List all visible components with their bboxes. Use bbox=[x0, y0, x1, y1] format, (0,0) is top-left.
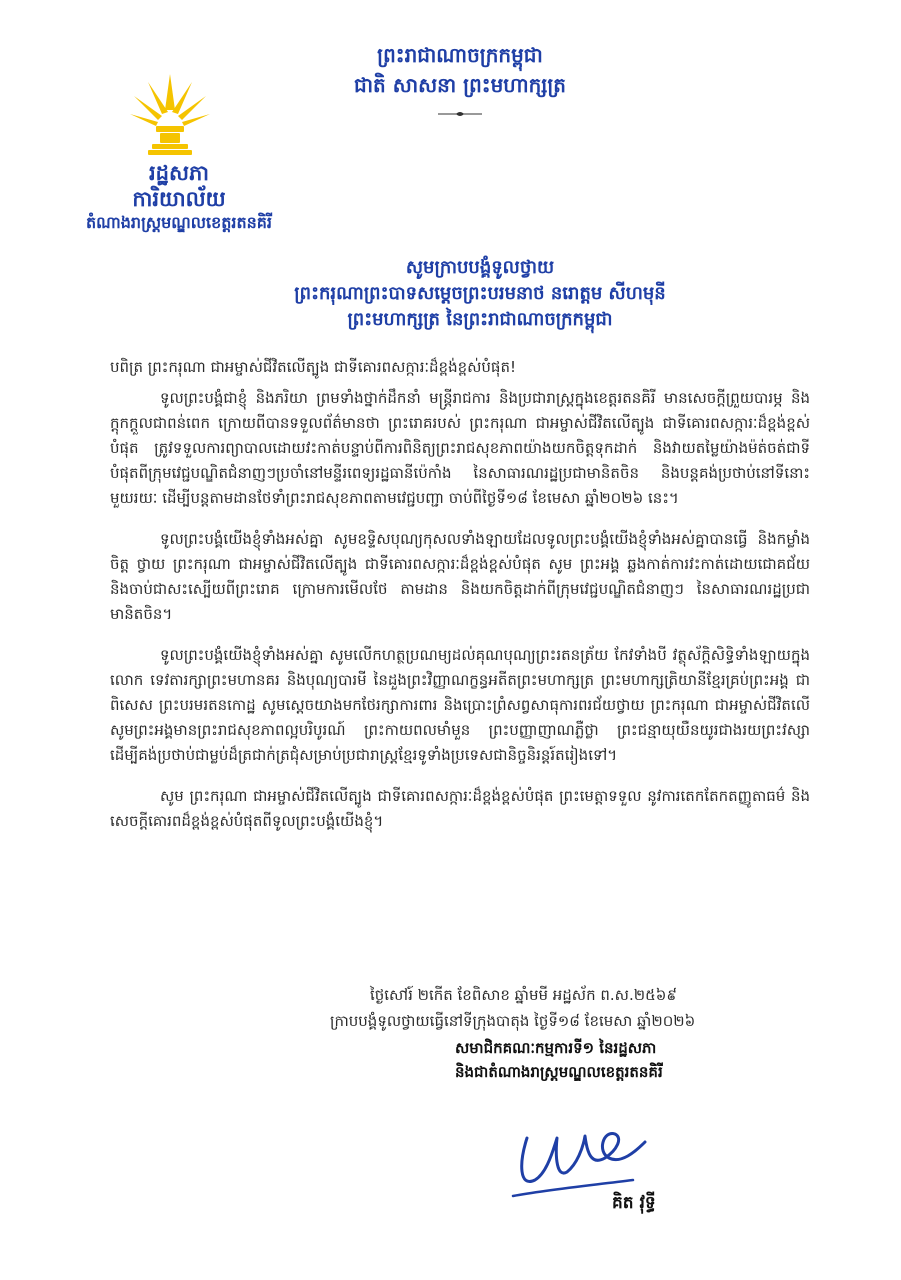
org-name-line1: រដ្ឋសភា bbox=[149, 161, 209, 185]
salutation: បពិត្រ ព្រះករុណា ជាអម្ចាស់ជីវិតលើត្បូង ជាទីគោរពសក្ការៈដ៏ខ្ពង់ខ្ពស់បំផុត! bbox=[110, 358, 516, 376]
signer-block bbox=[455, 1036, 815, 1084]
parliament-logo-icon bbox=[128, 72, 212, 156]
org-name-line2: ការិយាល័យ bbox=[132, 187, 226, 211]
letter-body bbox=[110, 355, 810, 850]
signer-name: គិត វុទ្ធី bbox=[612, 1193, 656, 1213]
paragraph-3: ទូលព្រះបង្គំយើងខ្ញុំទាំងអស់គ្នា សូមលើកហត្ថប្រណម្យដល់គុណបុណ្យព្រះរតនត្រ័យ កែវទាំងបី វត្ថុស័ក្តិសិទ្ធិទាំងឡាយក្នុងលោក ទេវតារក្សាព្រះមហានគរ និងបុណ្យបារមី នៃដួងព្រះវិញ្ញាណក្ខន្ធអតីតព្រះមហាក្សត្រ ព្រះមហាក្សត្រិយានីខ្មែរគ្រប់ព្រះអង្គ ជាពិសេស ព្រះបរមរតនកោដ្ឋ សូមស្ដេចយាងមកថែរក្សាការពារ និងប្រោះព្រំសព្វសាធុការពរជ័យថ្វាយ ព្រះករុណា ជាអម្ចាស់ជីវិតលើ សូមព្រះអង្គមានព្រះរាជសុខភាពល្អបរិបូរណ៍ ព្រះកាយពលមាំមួន ព្រះបញ្ញាញាណភ្លឺថ្លា ព្រះជន្មាយុយឺនយូរជាងរយព្រះវស្សា ដើម្បីគង់ប្រថាប់ជាម្លប់ដ៏ត្រជាក់ត្រជុំសម្រាប់ប្រជារាស្ត្រខ្មែរទូទាំងប្រទេសជានិច្ចនិរន្តរ៍តរៀងទៅ។ bbox=[110, 646, 810, 764]
ornament-divider-icon bbox=[438, 110, 482, 118]
issuing-office bbox=[44, 160, 314, 234]
motto-nation-religion-king: ជាតិ សាសនា ព្រះមហាក្សត្រ bbox=[354, 73, 566, 97]
letter-address bbox=[180, 255, 780, 333]
paragraph-1: ទូលព្រះបង្គំជាខ្ញុំ និងភរិយា ព្រមទាំងថ្នាក់ដឹកនាំ មន្ត្រីរាជការ និងប្រជារាស្ត្រក្នុងខេត្តរតនគិរី មានសេចក្តីព្រួយបារម្ភ និងក្តុកក្តួលជាពន់ពេក ក្រោយពីបានទទួលព័ត៌មានថា ព្រះរោគរបស់ ព្រះករុណា ជាអម្ចាស់ជីវិតលើត្បូង ជាទីគោរពសក្ការៈដ៏ខ្ពង់ខ្ពស់បំផុត ត្រូវទទួលការព្យាបាលដោយវះកាត់បន្ទាប់ពីការពិនិត្យព្រះរាជសុខភាពយ៉ាងយកចិត្តទុកដាក់ និងវាយតម្លៃយ៉ាងម៉ត់ចត់ជាទីបំផុតពីក្រុមវេជ្ជបណ្ឌិតជំនាញៗប្រចាំនៅមន្ទីរពេទ្យរដ្ឋធានីប៉េកាំង នៃសាធារណរដ្ឋប្រជាមានិតចិន និងបន្តគង់ប្រថាប់នៅទីនោះមួយរយៈ ដើម្បីបន្តតាមដានថែទាំព្រះរាជសុខភាពតាមវេជ្ជបញ្ជា ចាប់ពីថ្ងៃទី១៨ ខែមេសា ឆ្នាំ២០២៦ នេះ។ bbox=[110, 389, 810, 507]
signer-title2: និងជាតំណាងរាស្ត្រមណ្ឌលខេត្តរតនគិរី bbox=[455, 1063, 663, 1081]
address-line3: ព្រះមហាក្សត្រ នៃព្រះរាជាណាចក្រកម្ពុជា bbox=[347, 309, 613, 330]
paragraph-2: ទូលព្រះបង្គំយើងខ្ញុំទាំងអស់គ្នា សូមឧទ្ទិសបុណ្យកុសលទាំងឡាយដែលទូលព្រះបង្គំយើងខ្ញុំទាំងអស់គ្នាបានធ្វើ និងកម្លាំងចិត្ត ថ្វាយ ព្រះករុណា ជាអម្ចាស់ជីវិតលើត្បូង ជាទីគោរពសក្ការៈដ៏ខ្ពង់ខ្ពស់បំផុត សូម ព្រះអង្គ ឆ្លងកាត់ការវះកាត់ដោយជោគជ័យ និងចាប់ជាសះស្បើយពីព្រះរោគ ក្រោមការមើលថែ តាមដាន និងយកចិត្តដាក់ពីក្រុមវេជ្ជបណ្ឌិតជំនាញៗ នៃសាធារណរដ្ឋប្រជាមានិតចិន។ bbox=[110, 530, 810, 623]
address-line1: សូមក្រាបបង្គំទូលថ្វាយ bbox=[405, 257, 555, 278]
letter-date bbox=[330, 982, 810, 1034]
motto-kingdom: ព្រះរាជាណាចក្រកម្ពុជា bbox=[377, 43, 543, 67]
date-lunar: ថ្ងៃសៅរ៍ ២កើត ខែពិសាខ ឆ្នាំមមី អដ្ឋស័ក ព.ស.២៥៦៩ bbox=[370, 986, 677, 1004]
signer-title1: សមាជិកគណៈកម្មការទី១ នៃរដ្ឋសភា bbox=[455, 1039, 657, 1057]
org-name-line3: តំណាងរាស្ត្រមណ្ឌលខេត្តរតនគិរី bbox=[85, 213, 272, 232]
kingdom-motto bbox=[330, 40, 590, 118]
address-line2: ព្រះករុណាព្រះបាទសម្ដេចព្រះបរមនាថ នរោត្តម សីហមុនី bbox=[294, 283, 666, 304]
date-place: ក្រាបបង្គំទូលថ្វាយធ្វើនៅទីក្រុងបាតុង ថ្ងៃទី១៨ ខែមេសា ឆ្នាំ២០២៦ bbox=[330, 1012, 696, 1030]
paragraph-4: សូម ព្រះករុណា ជាអម្ចាស់ជីវិតលើត្បូង ជាទីគោរពសក្ការៈដ៏ខ្ពង់ខ្ពស់បំផុត ព្រះមេត្តាទទួល នូវការតេកតែកតញ្ញូតាធម៌ និងសេចក្ដីគោរពដ៏ខ្ពង់ខ្ពស់បំផុតពីទូលព្រះបង្គំយើងខ្ញុំ។ bbox=[110, 787, 810, 830]
